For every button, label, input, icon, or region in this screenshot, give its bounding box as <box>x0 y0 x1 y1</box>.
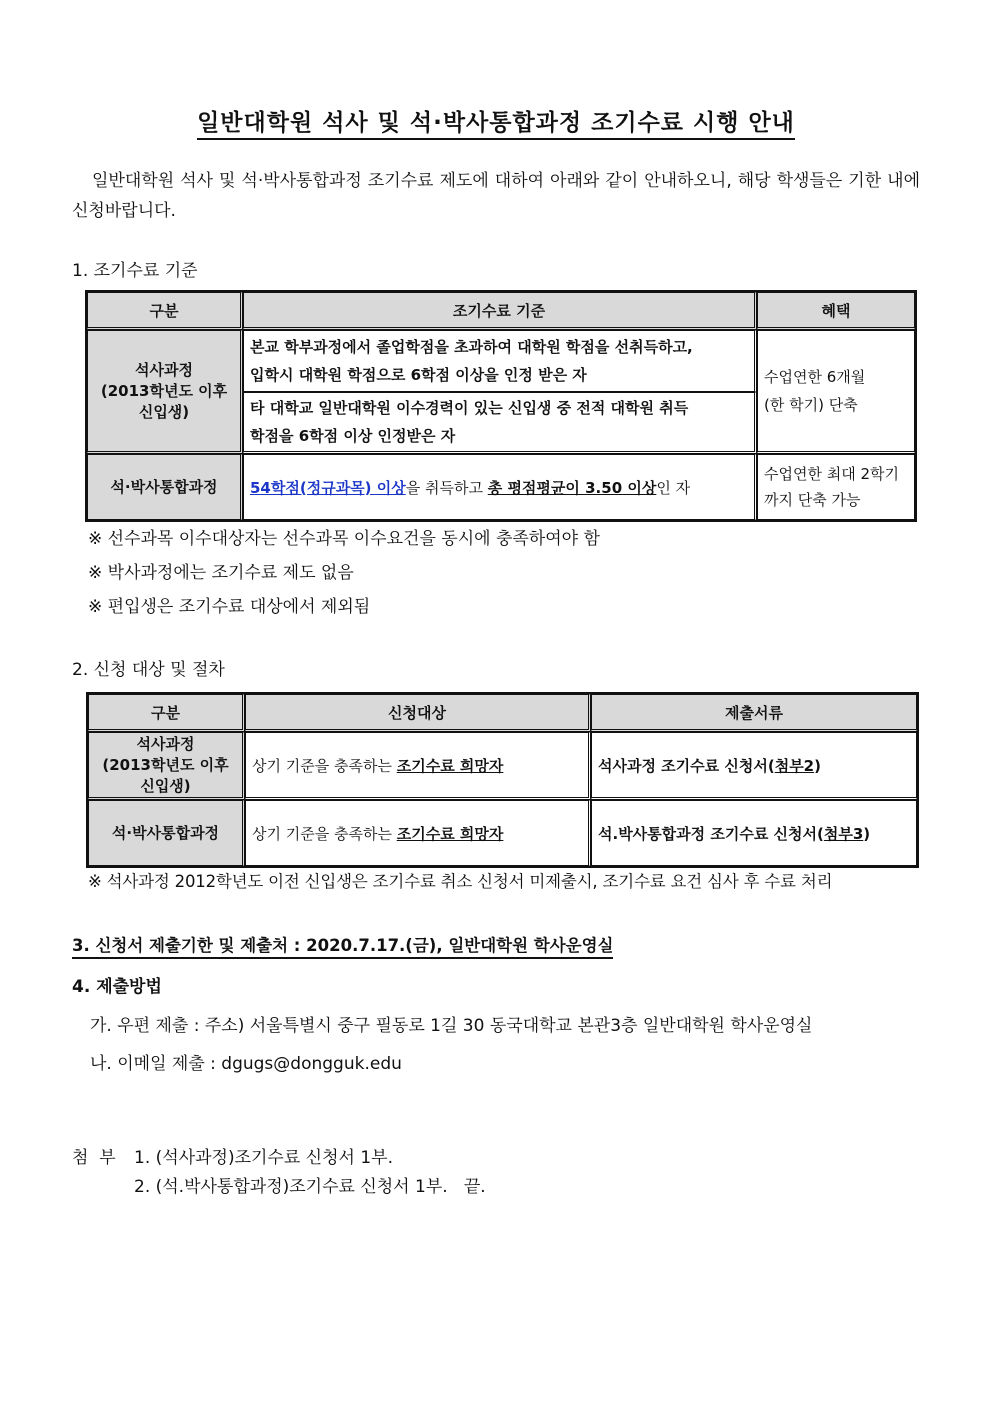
integrated-criteria-cell <box>243 454 757 520</box>
section1-heading: 1. 조기수료 기준 <box>72 261 198 281</box>
app-integrated-target-prefix: 상기 기준을 충족하는 <box>252 824 397 843</box>
document-title-text: 일반대학원 석사 및 석·박사통합과정 조기수료 시행 안내 <box>197 110 795 140</box>
master-category-cell <box>87 330 243 454</box>
criteria-1-cell <box>243 330 757 392</box>
section3-deadline-text: 3. 신청서 제출기한 및 제출처 : 2020.7.17.(금), 일반대학원 학사운영실 <box>72 936 613 959</box>
criteria-table <box>85 290 917 522</box>
benefit-2-line2: 까지 단축 가능 <box>764 491 861 509</box>
benefit-1-cell <box>757 330 915 454</box>
header-benefit: 혜택 <box>757 292 915 330</box>
section4-heading: 4. 제출방법 <box>72 977 162 997</box>
app-header-category: 구분 <box>88 694 245 732</box>
app-master-target <box>245 732 591 800</box>
master-sub2: 신입생) <box>138 402 190 421</box>
credit-requirement-link[interactable]: 54학점(정규과목) 이상 <box>250 478 406 497</box>
integrated-category-cell: 석·박사통합과정 <box>87 454 243 520</box>
section2-note: ※ 석사과정 2012학년도 이전 신입생은 조기수료 취소 신청서 미제출시, 조기수료 요건 심사 후 수료 처리 <box>88 872 833 891</box>
app-integrated-category: 석·박사통합과정 <box>88 800 245 866</box>
app-header-target: 신청대상 <box>245 694 591 732</box>
master-label: 석사과정 <box>135 360 193 379</box>
gpa-requirement: 총 평점평균이 3.50 이상 <box>487 478 657 497</box>
master-sub1: (2013학년도 이후 <box>100 381 228 400</box>
benefit-2-line1: 수업연한 최대 2학기 <box>764 465 900 483</box>
benefit-1-line1: 수업연한 6개월 <box>764 368 866 386</box>
section1-note-2: ※ 박사과정에는 조기수료 제도 없음 <box>88 563 354 583</box>
intro-paragraph: 일반대학원 석사 및 석·박사통합과정 조기수료 제도에 대하여 아래와 같이 안내하오니, 해당 학생들은 기한 내에 신청바랍니다. <box>72 171 920 221</box>
app-integrated-target <box>245 800 591 866</box>
attachment-item-1: 1. (석사과정)조기수료 신청서 1부. <box>134 1148 393 1168</box>
attachment-2-link[interactable]: 첨부2 <box>774 756 815 775</box>
benefit-1-line2: (한 학기) 단축 <box>764 396 858 414</box>
benefit-2-cell <box>757 454 915 520</box>
app-integrated-doc-prefix: 석.박사통합과정 조기수료 신청서( <box>598 824 824 843</box>
app-integrated-target-underlined: 조기수료 희망자 <box>396 824 504 843</box>
criteria-header-row <box>87 292 915 330</box>
app-master-category <box>88 732 245 800</box>
attachment-3-link[interactable]: 첨부3 <box>823 824 864 843</box>
application-header-row <box>88 694 917 732</box>
criteria-2-line1: 타 대학교 일반대학원 이수경력이 있는 신입생 중 전적 대학원 취득 <box>250 399 689 417</box>
app-master-doc-prefix: 석사과정 조기수료 신청서( <box>598 756 775 775</box>
integrated-text-2: 을 취득하고 <box>405 478 488 497</box>
section4-postal: 가. 우편 제출 : 주소) 서울특별시 중구 필동로 1길 30 동국대학교 본관3층 일반대학원 학사운영실 <box>90 1016 813 1036</box>
document-title <box>0 104 992 137</box>
section4-email: 나. 이메일 제출 : dgugs@dongguk.edu <box>90 1054 402 1074</box>
app-master-target-prefix: 상기 기준을 충족하는 <box>252 756 397 775</box>
criteria-1-line2: 입학시 대학원 학점으로 6학점 이상을 인정 받은 자 <box>250 366 587 384</box>
app-master-document <box>591 732 917 800</box>
attachment-item-2: 2. (석.박사통합과정)조기수료 신청서 1부. 끝. <box>134 1177 486 1197</box>
header-criteria: 조기수료 기준 <box>243 292 757 330</box>
section3-deadline <box>72 932 613 956</box>
criteria-2-line2: 학점을 6학점 이상 인정받은 자 <box>250 427 456 445</box>
attachments-label: 첨 부 <box>72 1148 116 1168</box>
app-master-doc-suffix: ) <box>814 756 821 775</box>
app-integrated-doc-suffix: ) <box>863 824 871 843</box>
application-row-master <box>88 732 917 800</box>
header-category: 구분 <box>87 292 243 330</box>
criteria-2-cell <box>243 392 757 454</box>
section1-note-3: ※ 편입생은 조기수료 대상에서 제외됨 <box>88 597 371 617</box>
criteria-row-integrated <box>87 454 915 520</box>
section1-note-1: ※ 선수과목 이수대상자는 선수과목 이수요건을 동시에 충족하여야 함 <box>88 529 600 549</box>
app-master-target-underlined: 조기수료 희망자 <box>396 756 504 775</box>
application-row-integrated <box>88 800 917 866</box>
app-master-sub1: (2013학년도 이후 <box>102 755 229 774</box>
app-header-documents: 제출서류 <box>591 694 917 732</box>
criteria-row-master-1 <box>87 330 915 392</box>
app-master-sub2: 신입생) <box>140 776 191 795</box>
section2-heading: 2. 신청 대상 및 절차 <box>72 660 225 680</box>
app-master-label: 석사과정 <box>136 734 195 753</box>
integrated-text-4: 인 자 <box>656 478 691 497</box>
application-table <box>86 692 919 868</box>
app-integrated-document <box>591 800 917 866</box>
criteria-1-line1: 본교 학부과정에서 졸업학점을 초과하여 대학원 학점을 선취득하고, <box>250 338 693 356</box>
